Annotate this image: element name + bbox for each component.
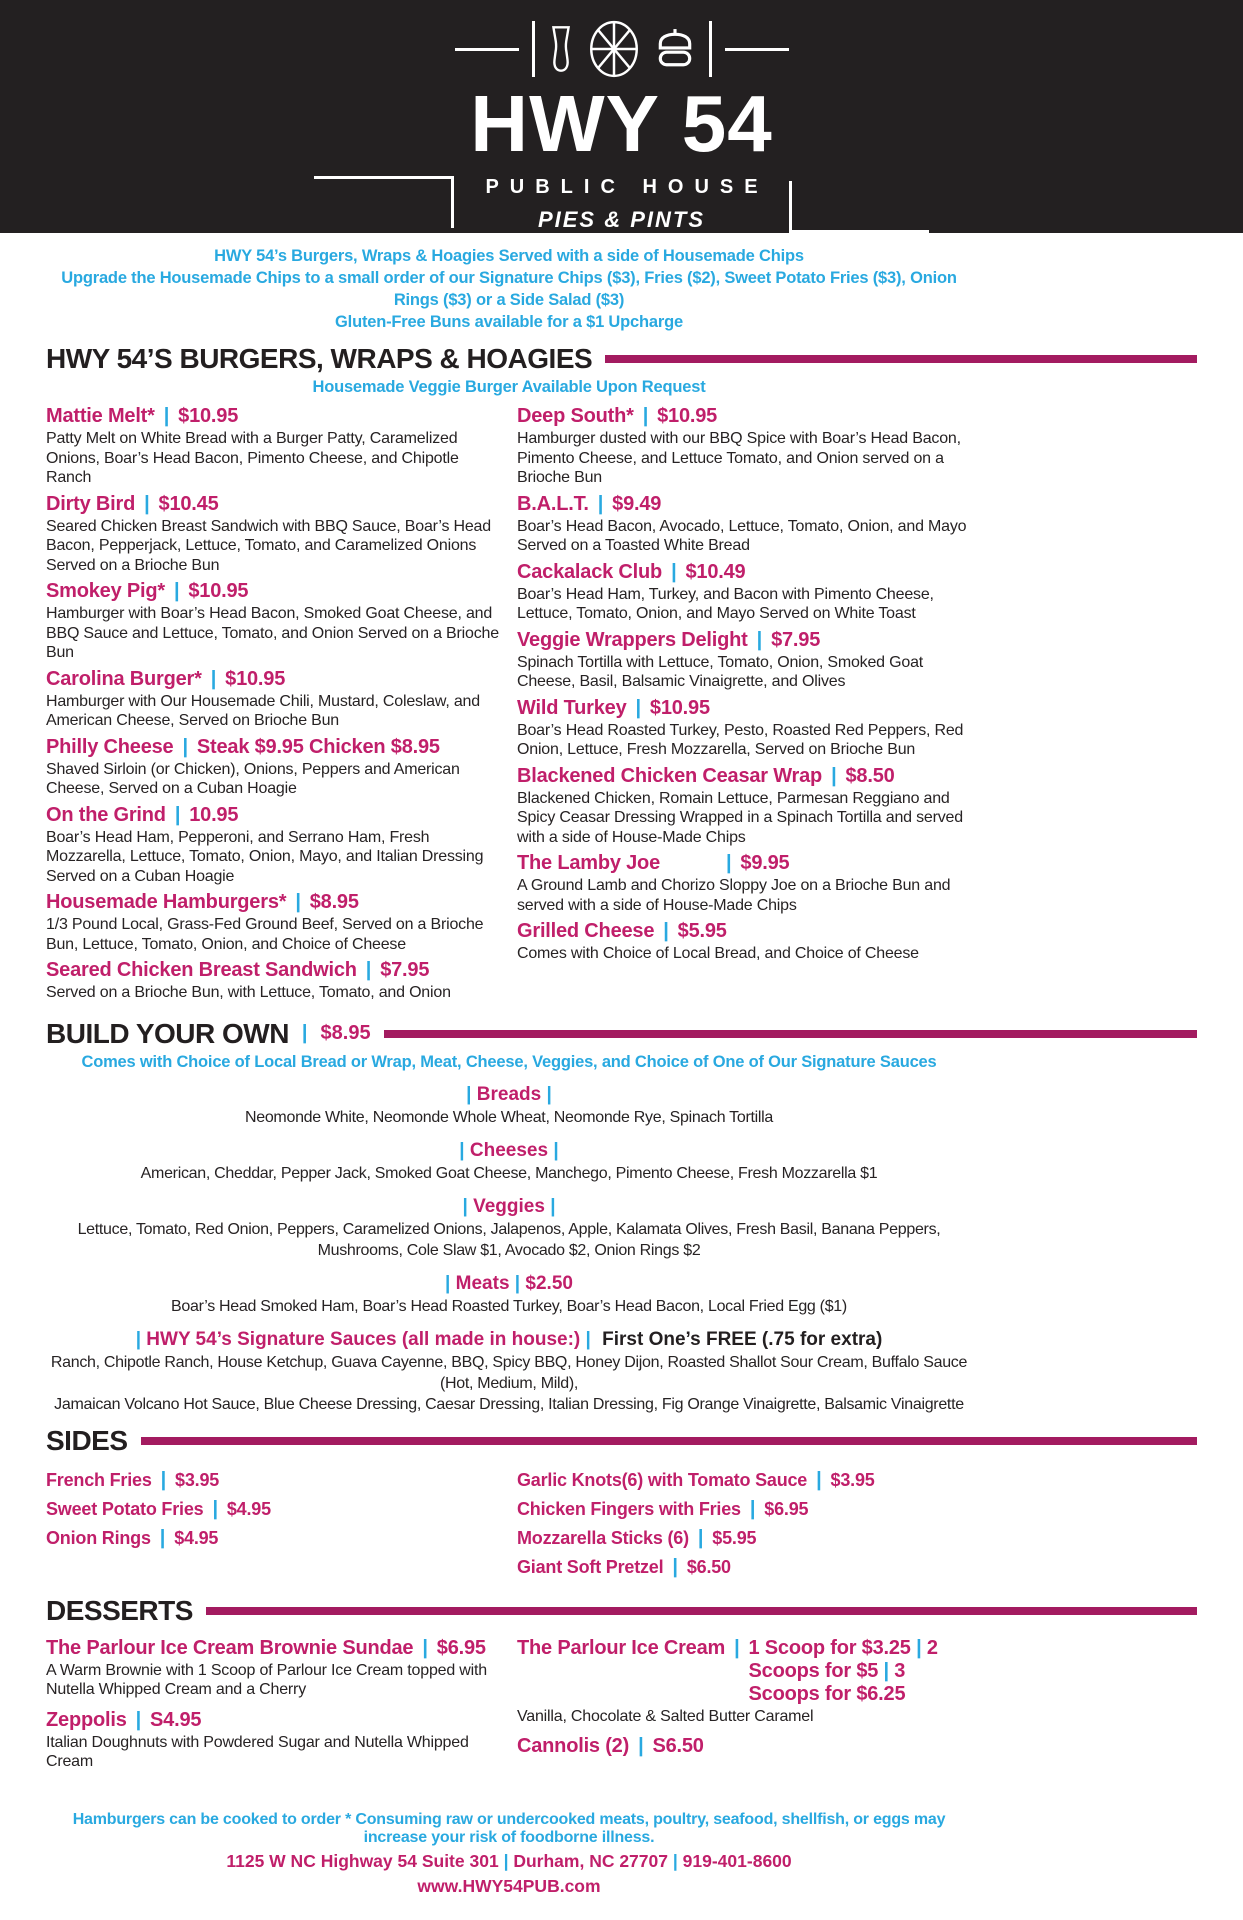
menu-item: [517, 561, 972, 624]
menu-item-header: [46, 1498, 501, 1521]
menu-item: [517, 1498, 972, 1521]
build-your-own-note: Comes with Choice of Local Bread or Wrap, Meat, Cheese, Veggies, and Choice of One of Our Signature Sauces: [81, 1052, 937, 1071]
menu-item-name: Blackened Chicken Ceasar Wrap: [517, 764, 823, 787]
header: [0, 0, 1243, 233]
intro-line-1: HWY 54’s Burgers, Wraps & Hoagies Served with a side of Housemade Chips: [214, 247, 804, 265]
menu-item-price: $6.95: [764, 1498, 809, 1519]
menu-item-name: Wild Turkey: [517, 696, 627, 719]
option-group-header: [46, 1140, 972, 1162]
menu-item-header: [517, 1469, 972, 1492]
intro-line-2: Upgrade the Housemade Chips to a small order of our Signature Chips ($3), Fries ($2), Sweet Potato Fries ($3), Onion Rings ($3) or a Side Salad ($3): [61, 269, 957, 309]
burgers-right-column: [517, 405, 972, 1008]
decor-line-left: [455, 48, 519, 51]
menu-item-description: Hamburger with Our Housemade Chili, Mustard, Coleslaw, and American Cheese, Served on Brioche Bun: [46, 692, 480, 729]
section-rule: [141, 1437, 1197, 1445]
section-header-sides: [46, 1425, 1197, 1457]
menu-item-name: Philly Cheese: [46, 735, 174, 758]
menu-item-price: $7.95: [380, 959, 430, 981]
menu-item-name: Grilled Cheese: [517, 920, 655, 942]
menu-item-header: [46, 1469, 501, 1492]
separator-pipe: |: [462, 1195, 468, 1217]
separator-pipe: |: [672, 1555, 678, 1578]
menu-item-description: Seared Chicken Breast Sandwich with BBQ Sauce, Boar’s Head Bacon, Pepperjack, Lettuce, Tomato, and Caramelized Onions Served on a Brioche Bun: [46, 517, 491, 574]
menu-item-name: The Parlour Ice Cream Brownie Sundae: [46, 1636, 414, 1659]
separator-pipe: |: [642, 405, 649, 427]
menu-item-header: [517, 697, 972, 720]
menu-item: [517, 1556, 972, 1579]
menu-item-header: [517, 1556, 972, 1579]
menu-item-name: Sweet Potato Fries: [46, 1498, 204, 1519]
menu-item-description: Comes with Choice of Local Bread, and Choice of Cheese: [517, 945, 919, 962]
separator-pipe: |: [466, 1083, 472, 1105]
menu-item-header: [46, 580, 501, 603]
menu-item-price: S6.50: [652, 1735, 704, 1757]
separator-pipe: |: [445, 1272, 451, 1294]
desserts-left-column: [46, 1637, 501, 1781]
separator-pipe: |: [163, 405, 170, 427]
option-group: [46, 1329, 972, 1415]
separator-pipe: |: [756, 628, 763, 651]
menu-content: [0, 233, 1243, 1897]
restaurant-tagline: PIES & PINTS: [537, 207, 706, 232]
pizza-icon: [587, 18, 641, 80]
decor-line-right: [725, 48, 789, 51]
menu-item: [517, 920, 972, 964]
build-your-own-price: $8.95: [320, 1022, 371, 1044]
menu-item-header: [517, 493, 972, 516]
separator-pipe: |: [210, 667, 217, 690]
menu-item-description: Vanilla, Chocolate & Salted Butter Caramel: [517, 1707, 814, 1725]
menu-item: [46, 1709, 501, 1772]
menu-item-description: A Ground Lamb and Chorizo Sloppy Joe on a Brioche Bun and served with a side of House-Made Chips: [517, 877, 951, 914]
menu-item-price: 10.95: [189, 803, 239, 826]
menu-item-name: French Fries: [46, 1469, 152, 1490]
option-group-items: Lettuce, Tomato, Red Onion, Peppers, Caramelized Onions, Jalapenos, Apple, Kalamata Olives, Fresh Basil, Banana Peppers, Mushrooms, Cole Slaw $1, Avocado $2, Onion Rings $2: [77, 1220, 941, 1259]
option-group: [46, 1196, 972, 1261]
menu-item-description: Hamburger with Boar’s Head Bacon, Smoked Goat Cheese, and BBQ Sauce and Lettuce, Tomato, and Onion Served on a Brioche Bun: [46, 605, 499, 661]
menu-item: [517, 1637, 972, 1727]
menu-item-description: Italian Doughnuts with Powdered Sugar and Nutella Whipped Cream: [46, 1733, 469, 1770]
menu-item-price: $5.95: [712, 1527, 757, 1548]
option-group-items: Boar’s Head Smoked Ham, Boar’s Head Roasted Turkey, Boar’s Head Bacon, Local Fried Egg ($1): [171, 1297, 847, 1315]
menu-item: [46, 1527, 501, 1550]
separator-pipe: |: [144, 492, 150, 515]
menu-item-header: [46, 891, 501, 914]
menu-item-header: [517, 920, 972, 943]
menu-item-price: S4.95: [150, 1708, 202, 1731]
menu-item-price: $8.50: [845, 764, 895, 787]
separator-pipe: |: [672, 1850, 678, 1871]
sides-left-column: [46, 1469, 501, 1585]
menu-item-header: [46, 493, 501, 516]
separator-pipe: |: [597, 492, 604, 515]
section-header-burgers: [46, 343, 1197, 375]
option-group: [46, 1140, 972, 1184]
menu-item-description: Patty Melt on White Bread with a Burger Patty, Caramelized Onions, Boar’s Head Bacon, Pimento Cheese, and Chipotle Ranch: [46, 430, 459, 486]
option-group-extra: First One’s FREE (.75 for extra): [602, 1328, 883, 1350]
menu-item-description: Boar’s Head Bacon, Avocado, Lettuce, Tomato, Onion, and Mayo Served on a Toasted White Bread: [517, 517, 967, 554]
separator-pipe: |: [135, 1328, 142, 1350]
menu-item-name: Dirty Bird: [46, 492, 136, 515]
footer-city: Durham, NC 27707: [513, 1850, 668, 1871]
menu-item-description: Blackened Chicken, Romain Lettuce, Parmesan Reggiano and Spicy Ceasar Dressing Wrapped in a Spinach Tortilla and served with a side of House-Made Chips: [517, 789, 963, 846]
separator-pipe: |: [697, 1526, 704, 1549]
section-title-desserts: DESSERTS: [46, 1594, 193, 1626]
burgers-columns: [46, 405, 972, 1008]
option-group-header: [46, 1273, 972, 1295]
separator-pipe: |: [422, 1636, 428, 1659]
menu-item-header: [517, 1498, 972, 1521]
menu-item-name: Mozzarella Sticks (6): [517, 1527, 689, 1548]
separator-pipe: |: [503, 1850, 509, 1871]
option-group-items: American, Cheddar, Pepper Jack, Smoked Goat Cheese, Manchego, Pimento Cheese, Fresh Mozzarella $1: [140, 1164, 878, 1182]
menu-item: [517, 493, 972, 556]
menu-item: [46, 405, 501, 488]
separator-pipe: |: [638, 1735, 644, 1757]
menu-item-description: Shaved Sirloin (or Chicken), Onions, Peppers and American Cheese, Served on a Cuban Hoagie: [46, 760, 460, 797]
menu-item: [46, 493, 501, 576]
burgers-left-column: [46, 405, 501, 1008]
separator-pipe: |: [182, 735, 188, 758]
menu-item-header: [46, 1709, 501, 1732]
option-group-price: $2.50: [525, 1272, 573, 1294]
menu-item-name: Seared Chicken Breast Sandwich: [46, 959, 357, 981]
decor-tick-right: [709, 21, 712, 77]
section-title-sides: SIDES: [46, 1424, 128, 1456]
menu-item-name: The Lamby Joe: [517, 852, 660, 874]
menu-item-price: $10.95: [178, 405, 239, 427]
option-group-title: Breads: [476, 1083, 542, 1105]
menu-item-description: Boar’s Head Ham, Turkey, and Bacon with Pimento Cheese, Lettuce, Tomato, Onion, and Mayo Served on White Toast: [517, 585, 934, 622]
menu-item-name: Giant Soft Pretzel: [517, 1556, 664, 1577]
menu-item-price: $10.95: [225, 667, 286, 690]
menu-item-price: $6.95: [436, 1636, 486, 1659]
menu-item-name: On the Grind: [46, 803, 166, 826]
menu-item-price: $3.95: [830, 1469, 875, 1490]
bracket-left: [314, 176, 454, 228]
menu-item-header: [46, 959, 501, 982]
menu-item-name: Deep South*: [517, 405, 634, 427]
intro-line-3: Gluten-Free Buns available for a $1 Upcharge: [335, 313, 683, 331]
menu-item-description: Hamburger dusted with our BBQ Spice with Boar’s Head Bacon, Pimento Cheese, and Lettuce Tomato, and Onion served on a Brioche Bun: [517, 430, 961, 486]
separator-pipe: |: [546, 1083, 552, 1105]
option-group: [46, 1084, 972, 1128]
menu-item-header: [517, 1527, 972, 1550]
menu-item-price: $10.95: [188, 580, 249, 602]
menu-item-header: [517, 561, 972, 584]
separator-pipe: |: [550, 1195, 556, 1217]
menu-item: [517, 1527, 972, 1550]
menu-item-name: Onion Rings: [46, 1527, 151, 1548]
menu-item: [46, 1637, 501, 1700]
section-header-desserts: [46, 1595, 1197, 1627]
menu-item-header: [46, 1637, 501, 1660]
option-group-header: [46, 1329, 972, 1351]
menu-item-name: Housemade Hamburgers*: [46, 891, 287, 913]
menu-item-name: Chicken Fingers with Fries: [517, 1498, 741, 1519]
menu-item-price: $5.95: [677, 920, 727, 942]
restaurant-name: HWY 54: [470, 79, 773, 168]
menu-item-name: Zeppolis: [46, 1708, 127, 1731]
menu-item: [517, 405, 972, 488]
menu-item-name: Veggie Wrappers Delight: [517, 628, 748, 651]
menu-item-price: 1 Scoop for $3.25 | 2 Scoops for $5 | 3 Scoops for $6.25: [748, 1636, 938, 1705]
separator-pipe: |: [173, 580, 180, 602]
menu-item-name: B.A.L.T.: [517, 492, 589, 515]
option-group-items: Ranch, Chipotle Ranch, House Ketchup, Guava Cayenne, BBQ, Spicy BBQ, Honey Dijon, Roasted Shallot Sour Cream, Buffalo Sauce (Hot, Medium, Mild), Jamaican Volcano Hot Sauce, Blue Cheese Dressing, Caesar Dressing, Italian Dressing, Fig Orange Vinaigrette, Balsamic Vinaigrette: [50, 1353, 968, 1413]
separator-pipe: |: [159, 1526, 166, 1549]
desserts-right-column: [517, 1637, 972, 1781]
option-group-header: [46, 1196, 972, 1218]
menu-item: [46, 804, 501, 887]
menu-item-description: Boar’s Head Roasted Turkey, Pesto, Roasted Red Peppers, Red Onion, Lettuce, Fresh Mozzarella, Served on Brioche Bun: [517, 721, 964, 758]
menu-item: [517, 1735, 972, 1758]
menu-item-header: [517, 1735, 972, 1758]
header-icon-row: [455, 18, 789, 80]
build-your-own-groups: [46, 1084, 972, 1415]
separator-pipe: |: [749, 1497, 756, 1520]
menu-item-header: [46, 736, 501, 759]
section-title-build-your-own: BUILD YOUR OWN: [46, 1017, 289, 1049]
section-rule: [206, 1607, 1197, 1615]
footer-disclaimer: Hamburgers can be cooked to order * Consuming raw or undercooked meats, poultry, seafood, shellfish, or eggs may increase your risk of foodborne illness.: [72, 1810, 946, 1846]
logo-lines: [474, 176, 768, 233]
separator-pipe: |: [585, 1328, 591, 1350]
footer-website-link[interactable]: www.HWY54PUB.com: [417, 1875, 601, 1896]
menu-item-header: [517, 765, 972, 788]
menu-item-name: Cannolis (2): [517, 1735, 630, 1757]
separator-pipe: |: [916, 1636, 922, 1659]
bracket-right: [789, 181, 929, 233]
menu-item-header: [46, 1527, 501, 1550]
separator-pipe: |: [816, 1468, 822, 1491]
menu-item: [517, 765, 972, 848]
option-group-items: Neomonde White, Neomonde Whole Wheat, Neomonde Rye, Spinach Tortilla: [244, 1108, 774, 1126]
separator-pipe: |: [553, 1139, 559, 1161]
menu-item-price: $4.95: [174, 1527, 219, 1548]
logo-block: [314, 176, 928, 233]
menu-item: [46, 891, 501, 954]
menu-item-name: Smokey Pig*: [46, 580, 165, 602]
menu-item-name: Carolina Burger*: [46, 667, 202, 690]
menu-item-description: Served on a Brioche Bun, with Lettuce, Tomato, and Onion: [46, 984, 451, 1001]
menu-item: [46, 1498, 501, 1521]
option-group-title: HWY 54’s Signature Sauces (all made in house:): [146, 1328, 581, 1350]
menu-item: [46, 1469, 501, 1492]
footer: [46, 1811, 972, 1897]
menu-item-price: $10.95: [649, 696, 710, 719]
menu-item: [517, 697, 972, 760]
menu-item-description: Boar’s Head Ham, Pepperoni, and Serrano Ham, Fresh Mozzarella, Lettuce, Tomato, Onion, Mayo, and Italian Dressing Served on a Cuban Hoagie: [46, 828, 484, 885]
separator-pipe: |: [726, 852, 732, 874]
menu-item-name: Mattie Melt*: [46, 405, 155, 427]
menu-item-name: The Parlour Ice Cream: [517, 1636, 726, 1659]
menu-item-price: Steak $9.95 Chicken $8.95: [196, 735, 440, 758]
menu-item-description: A Warm Brownie with 1 Scoop of Parlour Ice Cream topped with Nutella Whipped Cream and a Cherry: [46, 1661, 487, 1698]
menu-item-price: $10.45: [158, 492, 219, 515]
menu-item-header: [517, 852, 972, 875]
separator-pipe: |: [212, 1497, 218, 1520]
menu-item-name: Garlic Knots(6) with Tomato Sauce: [517, 1469, 808, 1490]
separator-pipe: |: [174, 803, 181, 826]
footer-address-line: [46, 1851, 972, 1872]
separator-pipe: |: [734, 1636, 740, 1659]
separator-pipe: |: [671, 560, 677, 583]
separator-pipe: |: [459, 1139, 465, 1161]
menu-item-price: $3.95: [175, 1469, 220, 1490]
menu-item-price: $7.95: [771, 628, 821, 651]
separator-pipe: |: [365, 959, 372, 981]
section-rule: [605, 355, 1197, 363]
sides-right-column: [517, 1469, 972, 1585]
separator-pipe: |: [160, 1468, 167, 1491]
option-group-title: Veggies: [473, 1195, 545, 1217]
menu-item: [46, 736, 501, 799]
veggie-burger-note: Housemade Veggie Burger Available Upon Request: [312, 378, 706, 396]
menu-item-price: $10.49: [685, 560, 746, 583]
footer-address: 1125 W NC Highway 54 Suite 301: [226, 1850, 499, 1871]
menu-item-header: [46, 804, 501, 827]
separator-pipe: |: [514, 1272, 521, 1294]
menu-item-name: Cackalack Club: [517, 560, 663, 583]
section-title-burgers: HWY 54’S BURGERS, WRAPS & HOAGIES: [46, 343, 593, 374]
separator-pipe: |: [831, 764, 837, 787]
section-header-build-your-own: [46, 1018, 1197, 1050]
separator-pipe: |: [135, 1708, 142, 1731]
menu-item: [517, 1469, 972, 1492]
menu-item-header: [517, 405, 972, 428]
menu-item-price: $6.50: [686, 1556, 731, 1577]
sides-columns: [46, 1469, 972, 1585]
separator-pipe: |: [301, 1022, 308, 1044]
menu-item-price: $9.49: [612, 492, 662, 515]
separator-pipe: |: [883, 1659, 889, 1682]
desserts-columns: [46, 1637, 972, 1781]
decor-tick-left: [532, 21, 535, 77]
menu-item: [517, 629, 972, 692]
menu-item: [46, 668, 501, 731]
option-group: [46, 1273, 972, 1317]
menu-item: [46, 580, 501, 663]
separator-pipe: |: [295, 891, 301, 913]
menu-item-price: $8.95: [309, 891, 359, 913]
option-group-title: Meats: [455, 1272, 510, 1294]
separator-pipe: |: [663, 920, 669, 942]
section-rule: [384, 1030, 1197, 1038]
option-group-title: Cheeses: [469, 1139, 549, 1161]
option-group-header: [46, 1084, 972, 1106]
burger-icon: [654, 27, 696, 71]
menu-item-price: $9.95: [740, 852, 790, 874]
restaurant-subtitle: PUBLIC HOUSE: [485, 176, 769, 198]
separator-pipe: |: [635, 696, 641, 719]
menu-item: [517, 852, 972, 915]
menu-item-price: $10.95: [657, 405, 718, 427]
menu-item-description: 1/3 Pound Local, Grass-Fed Ground Beef, Served on a Brioche Bun, Lettuce, Tomato, Onion, and Choice of Cheese: [46, 916, 484, 953]
menu-item-header: [517, 629, 972, 652]
menu-item-header: [46, 668, 501, 691]
menu-item-description: Spinach Tortilla with Lettuce, Tomato, Onion, Smoked Goat Cheese, Basil, Balsamic Vinaigrette, and Olives: [517, 653, 924, 690]
menu-item-header: [517, 1637, 972, 1706]
pint-glass-icon: [548, 20, 574, 78]
intro-notes: [46, 245, 972, 333]
menu-item-price: $4.95: [226, 1498, 271, 1519]
footer-phone: 919-401-8600: [682, 1850, 792, 1871]
menu-item-header: [46, 405, 501, 428]
menu-item: [46, 959, 501, 1003]
